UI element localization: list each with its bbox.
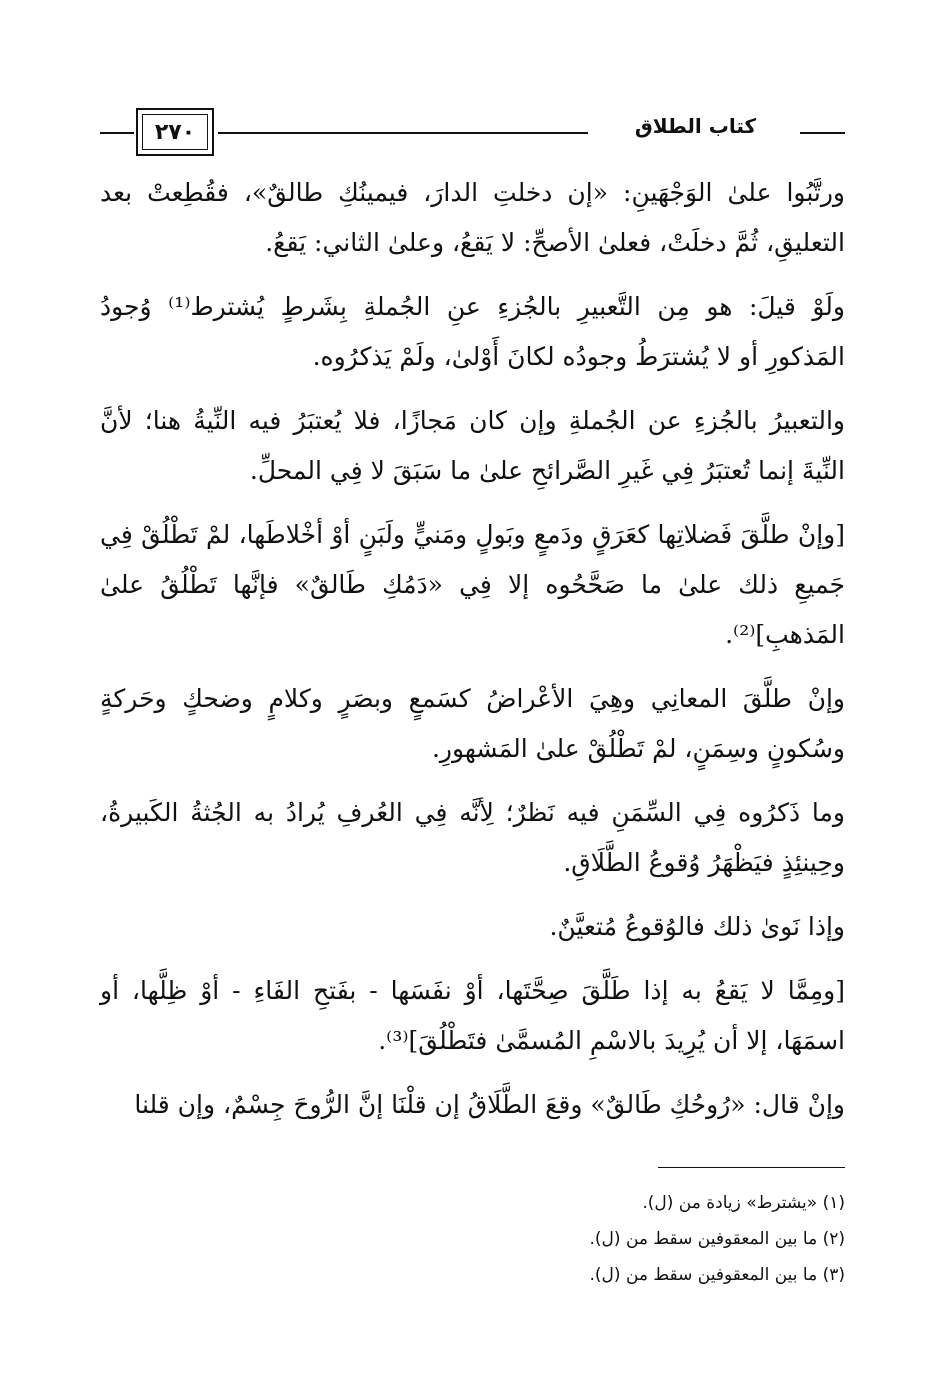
paragraph: [ومِمَّا لا يَقعُ به إذا طَلَّقَ صِحَّتَها، أوْ نفَسَها - بفَتحِ الفَاءِ - أوْ ظِلَّها، أو اسمَهَا، إلا أن يُرِيدَ بالاسْمِ المُسمَّىٰ فتَطْلُقَ]⁽³⁾. — [100, 976, 845, 1055]
paragraph: وإذا نَوىٰ ذلك فالوُقوعُ مُتعيَّنٌ. — [549, 912, 845, 941]
paragraph: وإنْ قال: «رُوحُكِ طَالقٌ» وقعَ الطَّلَاقُ إن قلْنَا إنَّ الرُّوحَ جِسْمٌ، وإن قلنا — [134, 1090, 845, 1119]
paragraph: ولَوْ قيلَ: هو مِن التَّعبيرِ بالجُزءِ عنِ الجُملةِ بِشَرطٍ يُشترط⁽¹⁾ وُجودُ المَذكورِ أو لا يُشترَطُ وجودُه لكانَ أَوْلىٰ، ولَمْ يَذكرُوه. — [100, 292, 845, 371]
book-title: كتاب الطلاق — [634, 114, 757, 138]
paragraph: وما ذَكرُوه فِي السِّمَنِ فيه نَظرٌ؛ لِأنَّه فِي العُرفِ يُرادُ به الجُثةُ الكَبيرةُ، وحِينئِذٍ فيَظْهَرُ وُقوعُ الطَّلَاقِ. — [100, 798, 845, 877]
page-number: ٢٧٠ — [142, 114, 208, 150]
page-header — [100, 108, 845, 160]
footnote: (٣) ما بين المعقوفين سقط من (ل). — [589, 1265, 845, 1285]
paragraph: والتعبيرُ بالجُزءِ عن الجُملةِ وإن كان مَجازًا، فلا يُعتبَرُ فيه النِّيةُ هنا؛ لأنَّ النِّيةَ إنما تُعتبَرُ فِي غَيرِ الصَّرائحِ علىٰ ما سَبَقَ لا فِي المحلِّ. — [100, 406, 845, 485]
paragraph: ورتَّبُوا علىٰ الوَجْهَينِ: «إن دخلتِ الدارَ، فيمينُكِ طالقٌ»، فقُطِعتْ بعد التعليقِ، ثُمَّ دخلَتْ، فعلىٰ الأصحِّ: لا يَقعُ، وعلىٰ الثاني: يَقعُ. — [100, 178, 845, 257]
footnotes-separator — [658, 1167, 845, 1168]
page-number-box — [136, 108, 214, 156]
header-rule-middle — [218, 132, 588, 134]
header-rule-right — [800, 132, 845, 134]
paragraph: وإنْ طلَّقَ المعانِي وهِيَ الأعْراضُ كسَمعٍ وبصَرٍ وكلامٍ وضحكٍ وحَركةٍ وسُكونٍ وسِمَنٍ، لمْ تَطْلُقْ علىٰ المَشهورِ. — [100, 684, 845, 763]
footnotes — [300, 1185, 845, 1293]
paragraph: [وإنْ طلَّقَ فَضلاتِها كعَرَقٍ ودَمعٍ وبَولٍ ومَنيٍّ ولَبَنٍ أوْ أخْلاطَها، لمْ تَطْلُقْ فِي جَميعِ ذلك علىٰ ما صَحَّحُوه إلا فِي «دَمُكِ طَالقٌ» فإنَّها تَطْلُقُ علىٰ المَذهبِ]⁽²⁾. — [100, 520, 845, 649]
footnote: (٢) ما بين المعقوفين سقط من (ل). — [589, 1229, 845, 1249]
main-text — [100, 168, 845, 1144]
footnote: (١) «يشترط» زيادة من (ل). — [642, 1193, 845, 1213]
header-rule-left — [100, 132, 134, 134]
